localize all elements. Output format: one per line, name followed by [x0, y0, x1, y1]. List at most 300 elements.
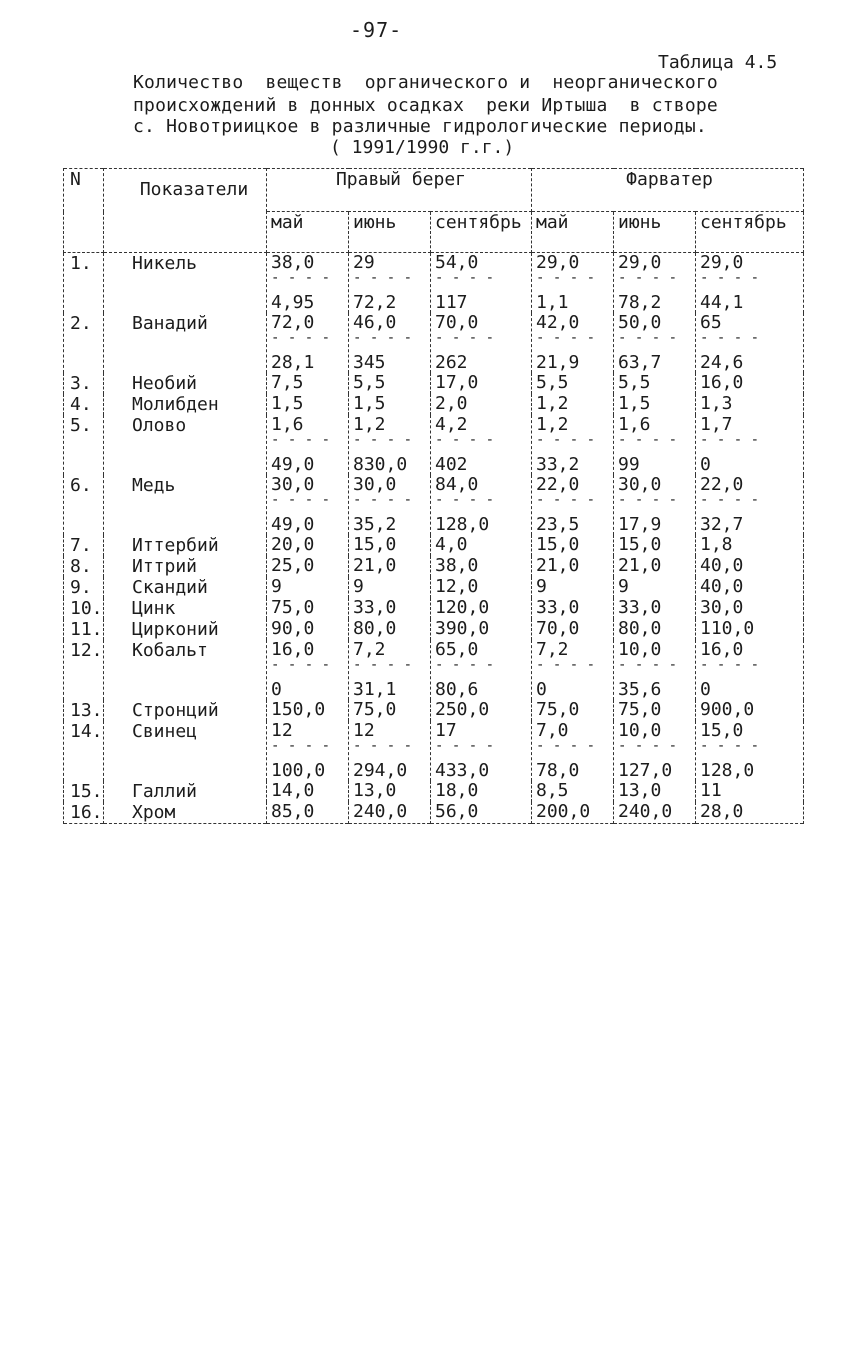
value-cell — [614, 394, 696, 415]
value-cell — [696, 781, 804, 802]
value-bottom: 128,0 — [435, 514, 490, 535]
value-cell — [267, 721, 349, 781]
value-top: 13,0 — [618, 781, 662, 801]
header-month: июнь — [349, 212, 431, 253]
value-top: 9 — [618, 577, 629, 597]
value-top: 33,0 — [353, 598, 397, 618]
value-top: 1,2 — [536, 394, 569, 414]
value-cell — [532, 394, 614, 415]
value-top: 240,0 — [618, 802, 673, 822]
value-top: 1,6 — [618, 415, 651, 435]
value-cell — [267, 577, 349, 598]
table-row — [64, 598, 804, 619]
indicator-name: Стронций — [104, 700, 267, 721]
value-top: 84,0 — [435, 475, 479, 495]
value-top: 80,0 — [618, 619, 662, 639]
value-top: 9 — [353, 577, 364, 597]
fraction-bar: - - - - — [435, 333, 495, 343]
value-cell — [267, 253, 349, 314]
fraction-bar: - - - - — [700, 273, 760, 283]
value-bottom: 78,2 — [618, 292, 662, 313]
value-top: 40,0 — [700, 556, 744, 576]
value-cell — [431, 475, 532, 535]
value-cell — [431, 802, 532, 824]
table-row — [64, 253, 804, 314]
value-bottom: 24,6 — [700, 352, 744, 373]
indicator-name: Олово — [104, 415, 267, 475]
fraction-bar: - - - - — [536, 495, 596, 505]
value-cell — [696, 598, 804, 619]
fraction-bar: - - - - — [353, 495, 413, 505]
value-bottom: 433,0 — [435, 760, 490, 781]
value-top: 28,0 — [700, 802, 744, 822]
fraction-bar: - - - - — [618, 273, 678, 283]
indicator-name: Иттрий — [104, 556, 267, 577]
value-top: 21,0 — [618, 556, 662, 576]
value-cell — [696, 556, 804, 577]
indicator-name: Ванадий — [104, 313, 267, 373]
table-row — [64, 721, 804, 781]
value-cell — [267, 802, 349, 824]
fraction-bar: - - - - — [618, 741, 678, 751]
header-month: май — [532, 212, 614, 253]
value-cell — [267, 475, 349, 535]
value-top: 25,0 — [271, 556, 315, 576]
value-top: 7,2 — [353, 640, 386, 660]
caption-line: с. Новотриицкое в различные гидрологические периоды. — [133, 116, 707, 137]
value-cell — [349, 721, 431, 781]
value-top: 120,0 — [435, 598, 490, 618]
value-cell — [614, 253, 696, 314]
row-number: 15. — [64, 781, 104, 802]
value-bottom: 117 — [435, 292, 468, 313]
fraction-bar: - - - - — [700, 435, 760, 445]
value-top: 11 — [700, 781, 722, 801]
indicator-name: Цирконий — [104, 619, 267, 640]
value-cell — [614, 535, 696, 556]
value-top: 16,0 — [700, 373, 744, 393]
table-row — [64, 535, 804, 556]
value-top: 200,0 — [536, 802, 591, 822]
value-cell — [614, 373, 696, 394]
value-top: 12,0 — [435, 577, 479, 597]
value-cell — [267, 700, 349, 721]
table-row — [64, 394, 804, 415]
fraction-bar: - - - - — [271, 333, 331, 343]
value-cell — [532, 721, 614, 781]
value-top: 56,0 — [435, 802, 479, 822]
value-cell — [349, 394, 431, 415]
value-top: 1,7 — [700, 415, 733, 435]
value-bottom: 72,2 — [353, 292, 397, 313]
value-cell — [267, 598, 349, 619]
value-cell — [349, 598, 431, 619]
value-cell — [532, 619, 614, 640]
row-number: 1. — [64, 253, 104, 314]
value-cell — [532, 373, 614, 394]
header-group-right-bank: Правый берег — [267, 169, 532, 212]
value-top: 4,0 — [435, 535, 468, 555]
value-top: 29 — [353, 252, 375, 273]
table-label: Таблица 4.5 — [658, 52, 778, 73]
value-cell — [349, 619, 431, 640]
value-bottom: 99 — [618, 454, 640, 475]
value-cell — [267, 619, 349, 640]
value-top: 1,3 — [700, 394, 733, 414]
fraction-bar: - - - - — [618, 495, 678, 505]
value-top: 17 — [435, 721, 457, 741]
fraction-bar: - - - - — [435, 435, 495, 445]
value-top: 85,0 — [271, 802, 315, 822]
value-cell — [349, 313, 431, 373]
value-bottom: 32,7 — [700, 514, 744, 535]
fraction-bar: - - - - — [353, 435, 413, 445]
value-cell — [696, 373, 804, 394]
fraction-bar: - - - - — [618, 660, 678, 670]
row-number: 4. — [64, 394, 104, 415]
value-top: 40,0 — [700, 577, 744, 597]
value-bottom: 49,0 — [271, 454, 315, 475]
value-bottom: 49,0 — [271, 514, 315, 535]
value-top: 7,2 — [536, 640, 569, 660]
value-bottom: 1,1 — [536, 292, 569, 313]
value-bottom: 35,6 — [618, 679, 662, 700]
value-cell — [614, 619, 696, 640]
value-cell — [532, 535, 614, 556]
value-cell — [349, 556, 431, 577]
value-cell — [614, 415, 696, 475]
value-top: 16,0 — [700, 640, 744, 660]
value-cell — [431, 640, 532, 700]
value-top: 42,0 — [536, 313, 580, 333]
fraction-bar: - - - - — [618, 435, 678, 445]
value-cell — [614, 721, 696, 781]
value-cell — [349, 253, 431, 314]
value-bottom: 28,1 — [271, 352, 315, 373]
value-cell — [431, 781, 532, 802]
value-top: 1,6 — [271, 415, 304, 435]
value-top: 18,0 — [435, 781, 479, 801]
value-top: 110,0 — [700, 619, 755, 639]
value-cell — [349, 781, 431, 802]
value-cell — [532, 475, 614, 535]
value-cell — [267, 640, 349, 700]
row-number: 6. — [64, 475, 104, 535]
indicator-name: Цинк — [104, 598, 267, 619]
value-cell — [696, 802, 804, 824]
value-cell — [267, 313, 349, 373]
fraction-bar: - - - - — [271, 660, 331, 670]
value-top: 16,0 — [271, 640, 315, 660]
value-cell — [267, 781, 349, 802]
fraction-bar: - - - - — [353, 660, 413, 670]
value-cell — [696, 640, 804, 700]
value-bottom: 17,9 — [618, 514, 662, 535]
value-cell — [696, 619, 804, 640]
fraction-bar: - - - - — [435, 495, 495, 505]
value-cell — [431, 598, 532, 619]
indicator-name: Хром — [104, 802, 267, 824]
value-cell — [431, 619, 532, 640]
value-top: 22,0 — [700, 475, 744, 495]
value-cell — [696, 721, 804, 781]
value-top: 1,2 — [536, 415, 569, 435]
value-top: 12 — [353, 721, 375, 741]
value-top: 21,0 — [353, 556, 397, 576]
value-top: 10,0 — [618, 640, 662, 660]
row-number: 9. — [64, 577, 104, 598]
value-top: 7,5 — [271, 373, 304, 393]
value-top: 15,0 — [353, 535, 397, 555]
value-cell — [349, 802, 431, 824]
table-body — [64, 253, 804, 824]
row-number: 12. — [64, 640, 104, 700]
value-top: 1,8 — [700, 535, 733, 555]
fraction-bar: - - - - — [700, 333, 760, 343]
value-cell — [267, 415, 349, 475]
value-bottom: 262 — [435, 352, 468, 373]
fraction-bar: - - - - — [536, 273, 596, 283]
row-number: 11. — [64, 619, 104, 640]
value-cell — [431, 556, 532, 577]
value-bottom: 35,2 — [353, 514, 397, 535]
value-top: 5,5 — [618, 373, 651, 393]
value-top: 13,0 — [353, 781, 397, 801]
value-top: 75,0 — [353, 700, 397, 720]
value-cell — [532, 415, 614, 475]
value-cell — [532, 313, 614, 373]
value-top: 38,0 — [435, 556, 479, 576]
value-cell — [349, 475, 431, 535]
value-cell — [349, 415, 431, 475]
value-top: 8,5 — [536, 781, 569, 801]
table-row — [64, 556, 804, 577]
table-row — [64, 640, 804, 700]
row-number: 2. — [64, 313, 104, 373]
value-top: 1,5 — [271, 394, 304, 414]
indicator-name: Иттербий — [104, 535, 267, 556]
header-month: июнь — [614, 212, 696, 253]
value-cell — [532, 556, 614, 577]
value-cell — [696, 394, 804, 415]
value-bottom: 44,1 — [700, 292, 744, 313]
value-top: 72,0 — [271, 313, 315, 333]
value-top: 90,0 — [271, 619, 315, 639]
page-number: -97- — [350, 18, 403, 42]
value-cell — [431, 313, 532, 373]
value-top: 70,0 — [536, 619, 580, 639]
value-top: 21,0 — [536, 556, 580, 576]
value-cell — [349, 577, 431, 598]
indicator-name: Скандий — [104, 577, 267, 598]
indicator-name: Никель — [104, 253, 267, 314]
value-top: 50,0 — [618, 313, 662, 333]
value-top: 1,5 — [618, 394, 651, 414]
value-bottom: 0 — [536, 679, 547, 700]
value-cell — [614, 700, 696, 721]
value-top: 15,0 — [618, 535, 662, 555]
row-number: 13. — [64, 700, 104, 721]
value-cell — [431, 721, 532, 781]
value-cell — [532, 640, 614, 700]
fraction-bar: - - - - — [536, 333, 596, 343]
value-bottom: 345 — [353, 352, 386, 373]
value-top: 46,0 — [353, 313, 397, 333]
value-top: 80,0 — [353, 619, 397, 639]
value-top: 38,0 — [271, 252, 315, 273]
value-cell — [614, 313, 696, 373]
table-row — [64, 619, 804, 640]
value-top: 75,0 — [618, 700, 662, 720]
value-top: 75,0 — [271, 598, 315, 618]
value-top: 4,2 — [435, 415, 468, 435]
row-number: 5. — [64, 415, 104, 475]
value-bottom: 4,95 — [271, 292, 315, 313]
fraction-bar: - - - - — [536, 435, 596, 445]
value-cell — [696, 700, 804, 721]
value-cell — [349, 700, 431, 721]
fraction-bar: - - - - — [700, 660, 760, 670]
table-row — [64, 781, 804, 802]
fraction-bar: - - - - — [700, 741, 760, 751]
fraction-bar: - - - - — [435, 660, 495, 670]
value-top: 5,5 — [536, 373, 569, 393]
value-cell — [696, 313, 804, 373]
row-number: 3. — [64, 373, 104, 394]
value-bottom: 63,7 — [618, 352, 662, 373]
value-top: 33,0 — [618, 598, 662, 618]
value-top: 17,0 — [435, 373, 479, 393]
row-number: 7. — [64, 535, 104, 556]
value-cell — [431, 415, 532, 475]
row-number: 14. — [64, 721, 104, 781]
value-cell — [532, 253, 614, 314]
table-row — [64, 802, 804, 824]
value-bottom: 23,5 — [536, 514, 580, 535]
fraction-bar: - - - - — [435, 273, 495, 283]
value-cell — [614, 802, 696, 824]
value-top: 33,0 — [536, 598, 580, 618]
value-cell — [267, 394, 349, 415]
value-cell — [431, 253, 532, 314]
value-top: 14,0 — [271, 781, 315, 801]
value-cell — [696, 535, 804, 556]
value-cell — [696, 475, 804, 535]
value-bottom: 21,9 — [536, 352, 580, 373]
value-top: 10,0 — [618, 721, 662, 741]
value-top: 20,0 — [271, 535, 315, 555]
value-top: 54,0 — [435, 252, 479, 273]
value-cell — [532, 577, 614, 598]
value-top: 15,0 — [700, 721, 744, 741]
fraction-bar: - - - - — [271, 435, 331, 445]
value-top: 30,0 — [353, 475, 397, 495]
row-number: 10. — [64, 598, 104, 619]
value-top: 29,0 — [536, 252, 580, 273]
indicator-name: Свинец — [104, 721, 267, 781]
fraction-bar: - - - - — [435, 741, 495, 751]
value-top: 29,0 — [618, 252, 662, 273]
value-cell — [431, 535, 532, 556]
value-top: 9 — [536, 577, 547, 597]
value-cell — [431, 577, 532, 598]
table-row — [64, 475, 804, 535]
value-bottom: 127,0 — [618, 760, 673, 781]
value-top: 240,0 — [353, 802, 408, 822]
header-month: сентябрь — [696, 212, 804, 253]
value-top: 75,0 — [536, 700, 580, 720]
value-top: 15,0 — [536, 535, 580, 555]
table-row — [64, 415, 804, 475]
indicator-name: Молибден — [104, 394, 267, 415]
value-top: 250,0 — [435, 700, 490, 720]
value-top: 9 — [271, 577, 282, 597]
value-bottom: 128,0 — [700, 760, 755, 781]
value-cell — [614, 475, 696, 535]
fraction-bar: - - - - — [353, 273, 413, 283]
value-cell — [532, 781, 614, 802]
value-cell — [532, 598, 614, 619]
value-cell — [349, 373, 431, 394]
indicator-name: Кобальт — [104, 640, 267, 700]
value-bottom: 80,6 — [435, 679, 479, 700]
row-number: 16. — [64, 802, 104, 824]
value-top: 12 — [271, 721, 293, 741]
value-top: 2,0 — [435, 394, 468, 414]
value-cell — [267, 373, 349, 394]
header-group-fairway: Фарватер — [532, 169, 804, 212]
fraction-bar: - - - - — [271, 273, 331, 283]
header-n: N — [64, 169, 104, 253]
value-cell — [614, 781, 696, 802]
value-cell — [431, 373, 532, 394]
value-bottom: 0 — [700, 454, 711, 475]
value-cell — [614, 577, 696, 598]
value-bottom: 0 — [700, 679, 711, 700]
fraction-bar: - - - - — [700, 495, 760, 505]
value-top: 30,0 — [618, 475, 662, 495]
fraction-bar: - - - - — [618, 333, 678, 343]
table-row — [64, 373, 804, 394]
caption-line: Количество веществ органического и неорганического — [133, 72, 718, 93]
data-table — [63, 168, 804, 824]
value-top: 7,0 — [536, 721, 569, 741]
value-cell — [614, 640, 696, 700]
value-cell — [696, 253, 804, 314]
fraction-bar: - - - - — [536, 741, 596, 751]
value-top: 150,0 — [271, 700, 326, 720]
value-cell — [349, 640, 431, 700]
value-bottom: 830,0 — [353, 454, 408, 475]
fraction-bar: - - - - — [536, 660, 596, 670]
fraction-bar: - - - - — [271, 495, 331, 505]
value-cell — [349, 535, 431, 556]
value-cell — [614, 598, 696, 619]
value-top: 70,0 — [435, 313, 479, 333]
value-bottom: 402 — [435, 454, 468, 475]
value-bottom: 294,0 — [353, 760, 408, 781]
value-cell — [696, 577, 804, 598]
fraction-bar: - - - - — [353, 333, 413, 343]
indicator-name: Необий — [104, 373, 267, 394]
value-bottom: 33,2 — [536, 454, 580, 475]
value-top: 30,0 — [700, 598, 744, 618]
value-bottom: 31,1 — [353, 679, 397, 700]
value-top: 65 — [700, 313, 722, 333]
value-cell — [532, 802, 614, 824]
indicator-name: Медь — [104, 475, 267, 535]
caption-years: ( 1991/1990 г.г.) — [330, 137, 515, 158]
